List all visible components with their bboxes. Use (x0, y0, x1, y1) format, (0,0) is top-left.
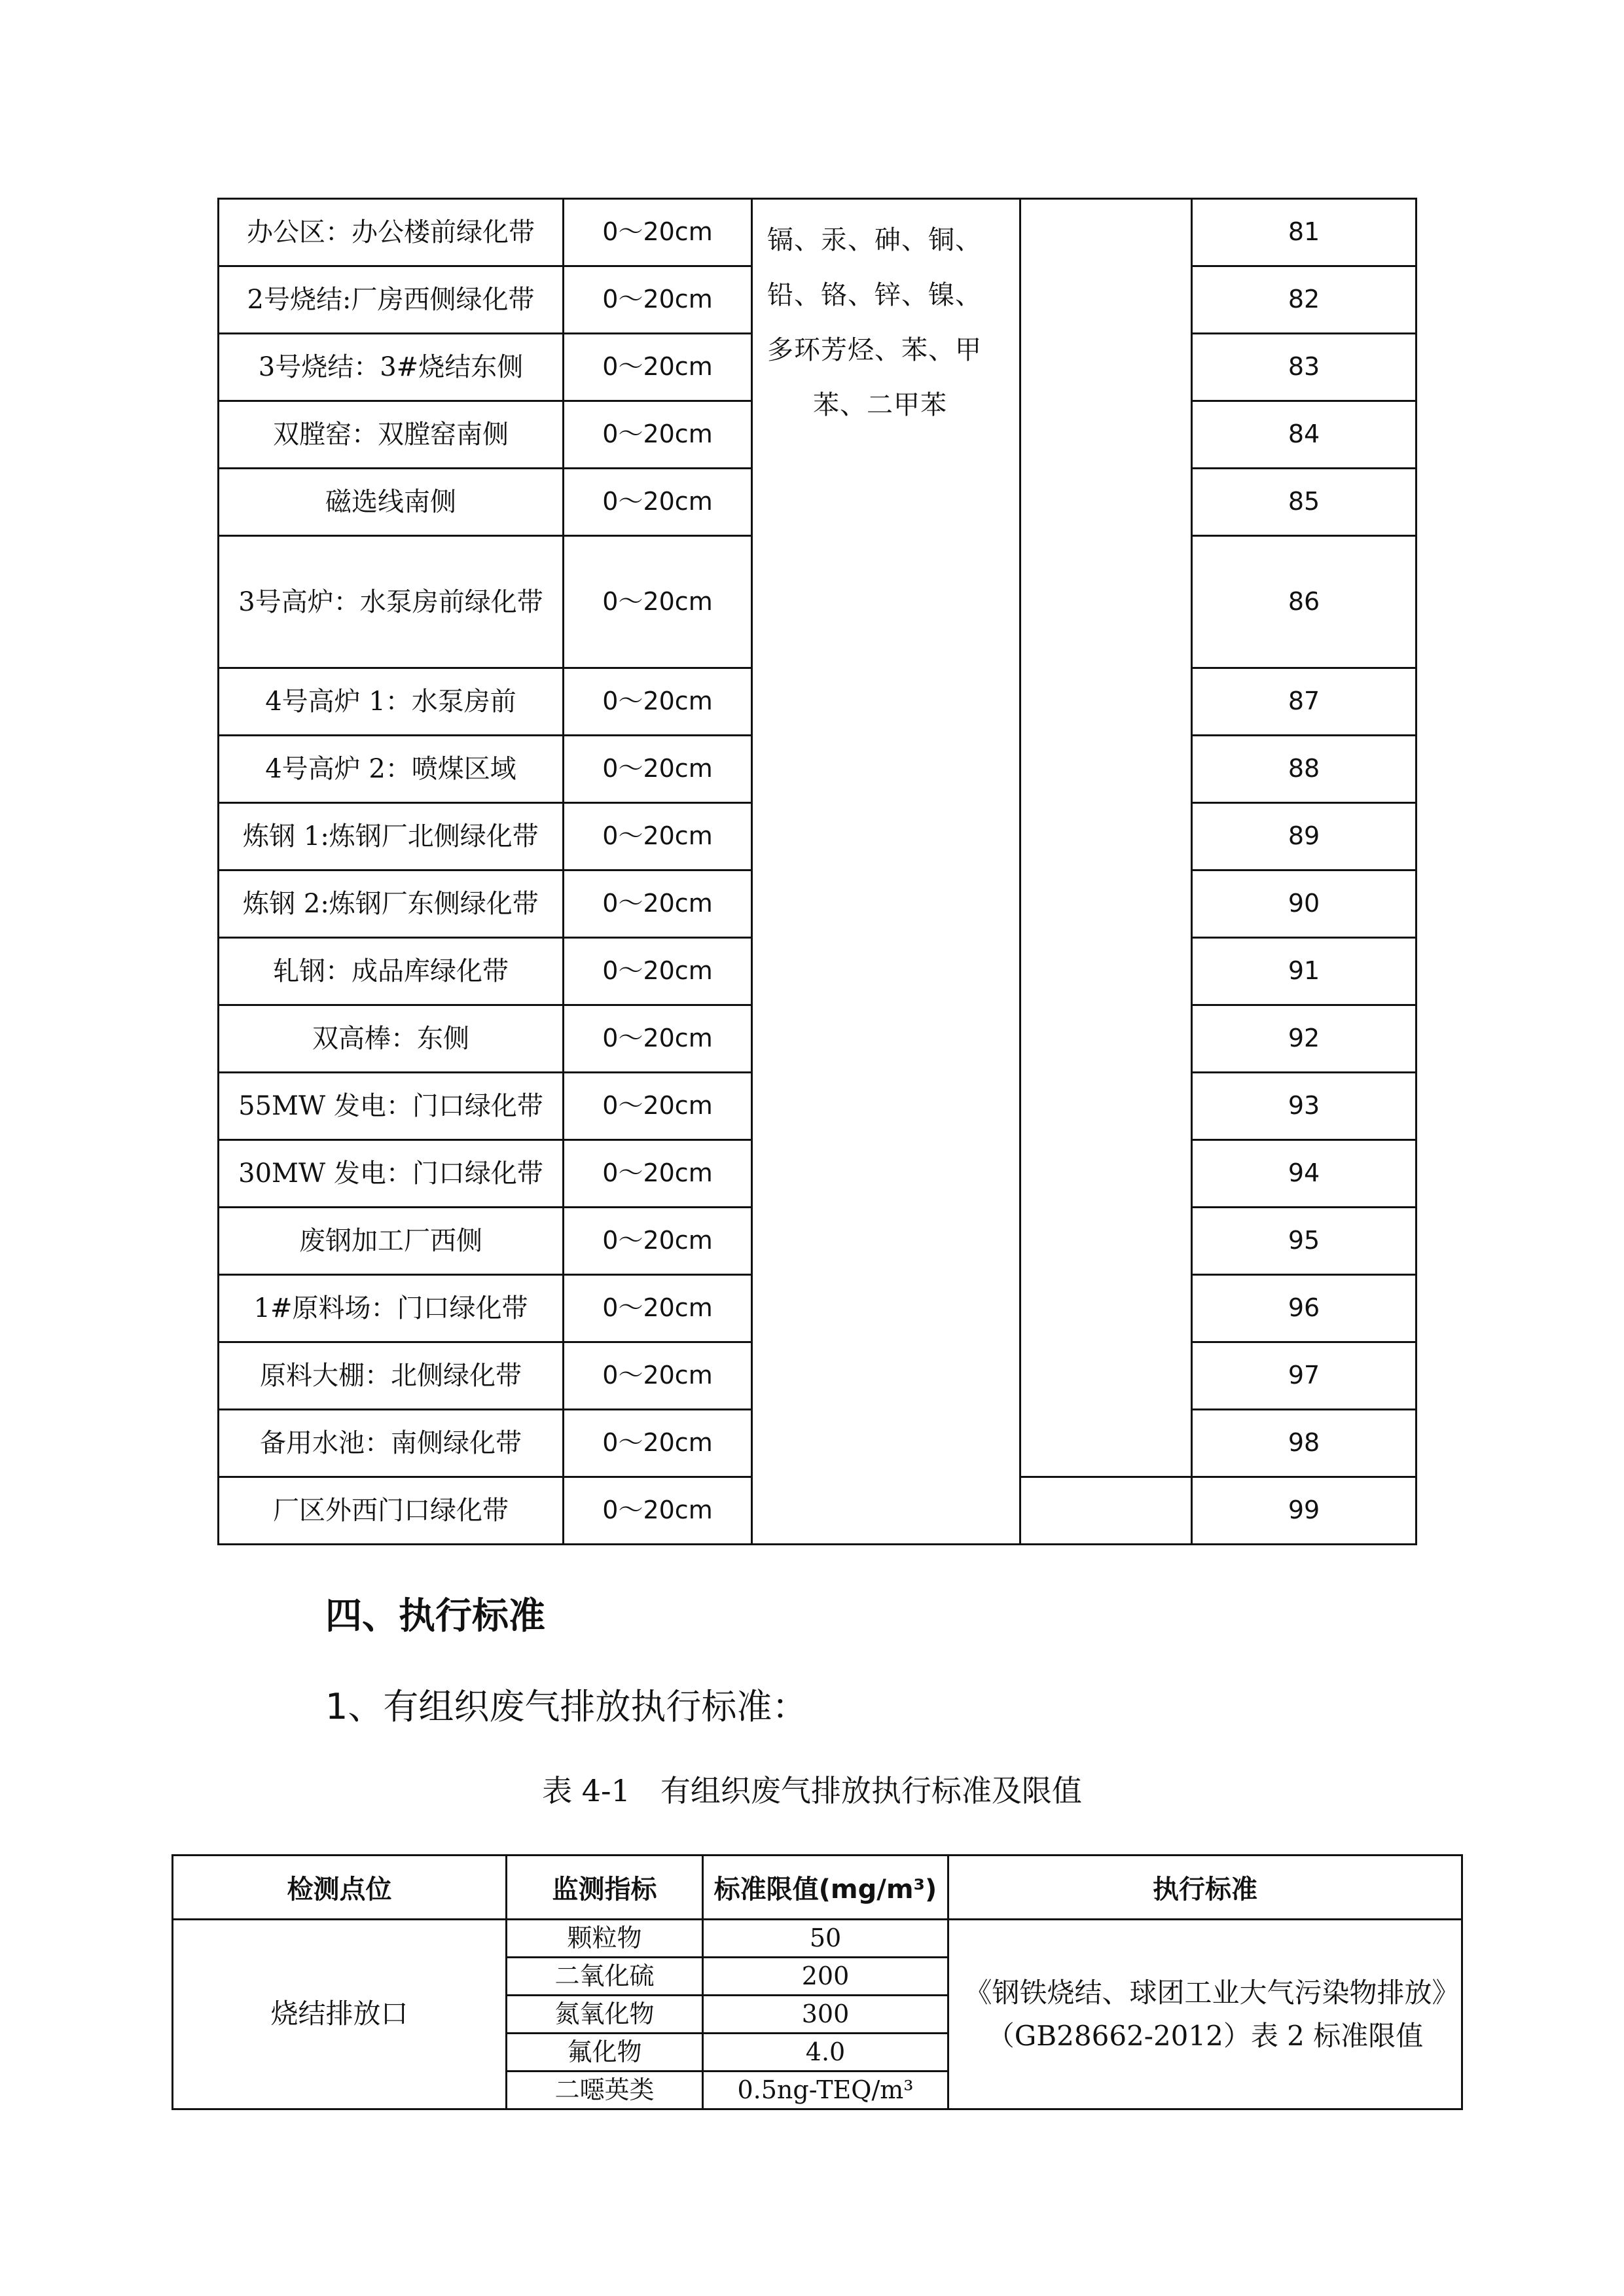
depth-cell: 0～20cm (564, 1342, 752, 1410)
location-cell: 1#原料场：门口绿化带 (219, 1275, 564, 1342)
number-cell: 82 (1192, 266, 1416, 334)
emission-standard-table (171, 1854, 1463, 2110)
limit-cell: 300 (703, 1996, 948, 2034)
number-cell: 87 (1192, 668, 1416, 736)
depth-cell: 0～20cm (564, 1073, 752, 1140)
number-cell: 96 (1192, 1275, 1416, 1342)
number-cell: 98 (1192, 1410, 1416, 1477)
location-cell: 双膛窑：双膛窑南侧 (219, 401, 564, 469)
location-cell: 炼钢 1:炼钢厂北侧绿化带 (219, 803, 564, 870)
empty-cell (1020, 199, 1192, 1477)
location-cell: 磁选线南侧 (219, 469, 564, 536)
location-cell: 办公区：办公楼前绿化带 (219, 199, 564, 266)
location-cell: 55MW 发电：门口绿化带 (219, 1073, 564, 1140)
header-limit: 标准限值(mg/m³) (703, 1856, 948, 1920)
limit-cell: 200 (703, 1958, 948, 1996)
location-cell: 30MW 发电：门口绿化带 (219, 1140, 564, 1208)
indicator-cell: 二氧化硫 (507, 1958, 703, 1996)
depth-cell: 0～20cm (564, 1005, 752, 1073)
number-cell: 85 (1192, 469, 1416, 536)
point-cell: 烧结排放口 (173, 1920, 507, 2109)
depth-cell: 0～20cm (564, 536, 752, 668)
number-cell: 94 (1192, 1140, 1416, 1208)
location-cell: 废钢加工厂西侧 (219, 1208, 564, 1275)
location-cell: 备用水池：南侧绿化带 (219, 1410, 564, 1477)
limit-cell: 4.0 (703, 2034, 948, 2072)
number-cell: 97 (1192, 1342, 1416, 1410)
indicator-cell: 颗粒物 (507, 1920, 703, 1958)
location-cell: 3号烧结：3#烧结东侧 (219, 334, 564, 401)
location-cell: 3号高炉：水泵房前绿化带 (219, 536, 564, 668)
number-cell: 86 (1192, 536, 1416, 668)
location-cell: 原料大棚：北侧绿化带 (219, 1342, 564, 1410)
number-cell: 93 (1192, 1073, 1416, 1140)
location-cell: 4号高炉 2：喷煤区域 (219, 736, 564, 803)
depth-cell: 0～20cm (564, 668, 752, 736)
depth-cell: 0～20cm (564, 870, 752, 938)
depth-cell: 0～20cm (564, 1140, 752, 1208)
standard-cell: 《钢铁烧结、球团工业大气污染物排放》（GB28662-2012）表 2 标准限值 (948, 1920, 1462, 2109)
monitoring-items-cell (752, 199, 1020, 1545)
sampling-table (217, 198, 1417, 1545)
depth-cell: 0～20cm (564, 938, 752, 1005)
number-cell: 95 (1192, 1208, 1416, 1275)
location-cell: 4号高炉 1：水泵房前 (219, 668, 564, 736)
location-cell: 厂区外西门口绿化带 (219, 1477, 564, 1545)
location-cell: 双高棒：东侧 (219, 1005, 564, 1073)
empty-cell (1020, 1477, 1192, 1545)
header-indicator: 监测指标 (507, 1856, 703, 1920)
items-line: 多环芳烃、苯、甲 (767, 335, 982, 365)
depth-cell: 0～20cm (564, 199, 752, 266)
depth-cell: 0～20cm (564, 1410, 752, 1477)
number-cell: 81 (1192, 199, 1416, 266)
number-cell: 92 (1192, 1005, 1416, 1073)
limit-cell: 0.5ng-TEQ/m³ (703, 2072, 948, 2109)
number-cell: 83 (1192, 334, 1416, 401)
number-cell: 84 (1192, 401, 1416, 469)
header-standard: 执行标准 (948, 1856, 1462, 1920)
items-line: 苯、二甲苯 (813, 390, 947, 420)
section-heading: 四、执行标准 (325, 1595, 545, 1638)
items-line: 铅、铬、锌、镍、 (767, 280, 982, 310)
depth-cell: 0～20cm (564, 1275, 752, 1342)
depth-cell: 0～20cm (564, 1208, 752, 1275)
number-cell: 99 (1192, 1477, 1416, 1545)
depth-cell: 0～20cm (564, 401, 752, 469)
indicator-cell: 氮氧化物 (507, 1996, 703, 2034)
indicator-cell: 二噁英类 (507, 2072, 703, 2109)
depth-cell: 0～20cm (564, 266, 752, 334)
items-line: 镉、汞、砷、铜、 (767, 225, 982, 255)
depth-cell: 0～20cm (564, 469, 752, 536)
limit-cell: 50 (703, 1920, 948, 1958)
indicator-cell: 氟化物 (507, 2034, 703, 2072)
depth-cell: 0～20cm (564, 803, 752, 870)
number-cell: 89 (1192, 803, 1416, 870)
location-cell: 炼钢 2:炼钢厂东侧绿化带 (219, 870, 564, 938)
location-cell: 轧钢：成品库绿化带 (219, 938, 564, 1005)
sub-heading: 1、有组织废气排放执行标准： (325, 1686, 808, 1727)
number-cell: 91 (1192, 938, 1416, 1005)
depth-cell: 0～20cm (564, 334, 752, 401)
number-cell: 88 (1192, 736, 1416, 803)
location-cell: 2号烧结:厂房西侧绿化带 (219, 266, 564, 334)
number-cell: 90 (1192, 870, 1416, 938)
depth-cell: 0～20cm (564, 736, 752, 803)
depth-cell: 0～20cm (564, 1477, 752, 1545)
header-point: 检测点位 (173, 1856, 507, 1920)
table-caption: 表 4-1 有组织废气排放执行标准及限值 (542, 1773, 1082, 1808)
